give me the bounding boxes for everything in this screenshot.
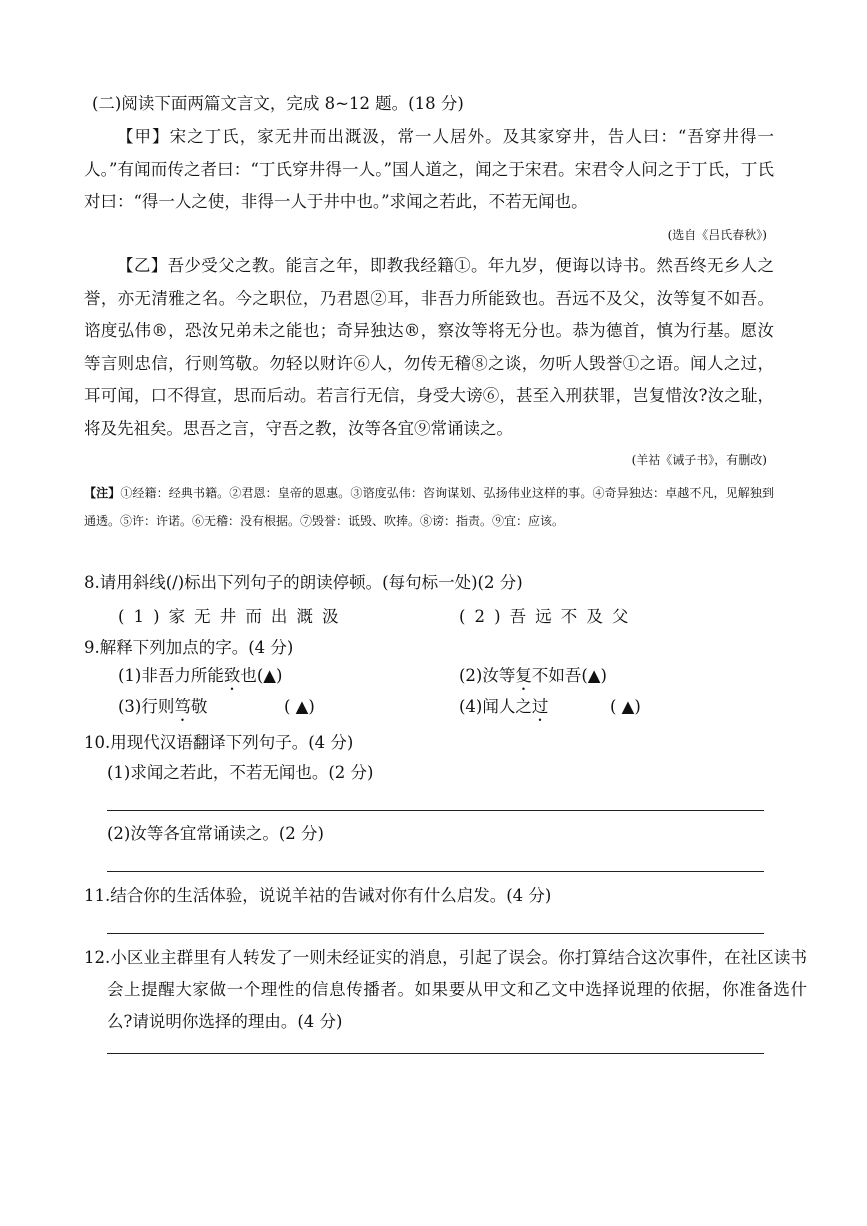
question-9-item-4: (4)闻人之过 [459, 697, 549, 716]
passage-jia [84, 121, 774, 219]
dotted-char: 致 [223, 666, 241, 685]
question-9-item-4-blank[interactable]: ( ▲) [610, 697, 641, 716]
question-8-item-2: (2)吾远不及父 [459, 607, 638, 626]
question-11-stem: 11.结合你的生活体验，说说羊祜的告诫对你有什么启发。(4 分) [84, 886, 552, 905]
annotations-text: ①经籍：经典书籍。②君恩：皇帝的恩惠。③谘度弘伟：咨询谋划、弘扬伟业这样的事。④奇异独达：卓越不凡，见解独到通透。⑤许：许诺。⑥无稽：没有根据。⑦毁誉：诋毁、吹捧。⑧谤：指责。⑨宜：应该。 [84, 486, 774, 528]
answer-line-10-1[interactable] [107, 810, 764, 811]
answer-line-11[interactable] [107, 933, 764, 934]
passage-jia-source: (选自《吕氏春秋》) [667, 228, 767, 242]
section-heading: (二)阅读下面两篇文言文，完成 8~12 题。(18 分) [92, 94, 464, 113]
dotted-char: 过 [531, 697, 549, 716]
dotted-char: 复 [515, 666, 532, 685]
question-9-stem: 9.解释下列加点的字。(4 分) [84, 638, 294, 657]
question-10-stem: 10.用现代汉语翻译下列句子。(4 分) [84, 733, 354, 752]
passage-yi [84, 250, 774, 445]
passage-yi-source: (羊祜《诫子书》，有删改) [631, 453, 767, 467]
question-9-item-3: (3)行则笃敬 [118, 697, 208, 716]
annotations-label: 【注】 [84, 486, 121, 500]
question-10-item-1: (1)求闻之若此，不若无闻也。(2 分) [107, 763, 374, 782]
answer-line-10-2[interactable] [107, 871, 764, 872]
question-10-item-2: (2)汝等各宜常诵读之。(2 分) [107, 824, 324, 843]
question-9-item-1: (1)非吾力所能致也(▲) [118, 666, 283, 685]
question-8-item-1: (1)家无井而出溉汲 [118, 607, 348, 626]
passage-yi-text: 吾少受父之教。能言之年，即教我经籍①。年九岁，便诲以诗书。然吾终无乡人之誉，亦无清雅之名。今之职位，乃君恩②耳，非吾力所能致也。吾远不及父，汝等复不如吾。谘度弘伟®，恐汝兄弟未之能也；奇异独达®，察汝等将无分也。恭为德首，慎为行基。愿汝等言则忠信，行则笃敬。勿轻以财许⑥人，勿传无稽⑧之谈，勿听人毁誉①之语。闻人之过，耳可闻，口不得宣，思而后动。若言行无信，身受大谤⑥，甚至入刑获罪，岂复惜汝?汝之耻，将及先祖矣。思吾之言，守吾之教，汝等各宜⑨常诵读之。 [84, 256, 775, 438]
passage-jia-text: 宋之丁氏，家无井而出溉汲，常一人居外。及其家穿井，告人曰：“吾穿井得一人。”有闻而传之者曰：“丁氏穿井得一人。”国人道之，闻之于宋君。宋君令人问之于丁氏，丁氏对曰：“得一人之使，非得一人于井中也。”求闻之若此，不若无闻也。 [84, 127, 775, 211]
dotted-char: 笃 [174, 697, 191, 716]
passage-yi-label: 【乙】 [117, 256, 168, 275]
question-9-item-2: (2)汝等复不如吾(▲) [459, 666, 607, 685]
answer-line-12[interactable] [107, 1053, 764, 1054]
question-8-stem: 8.请用斜线(/)标出下列句子的朗读停顿。(每句标一处)(2 分) [84, 573, 523, 592]
annotations [84, 479, 774, 535]
question-12-stem: 12.小区业主群里有人转发了一则未经证实的消息，引起了误会。你打算结合这次事件，在社区读书会上提醒大家做一个理性的信息传播者。如果要从甲文和乙文中选择说理的依据，你准备选什么?请说明你选择的理由。(4 分) [84, 948, 807, 1031]
passage-jia-label: 【甲】 [117, 127, 170, 146]
question-9-item-3-blank[interactable]: ( ▲) [284, 697, 315, 716]
